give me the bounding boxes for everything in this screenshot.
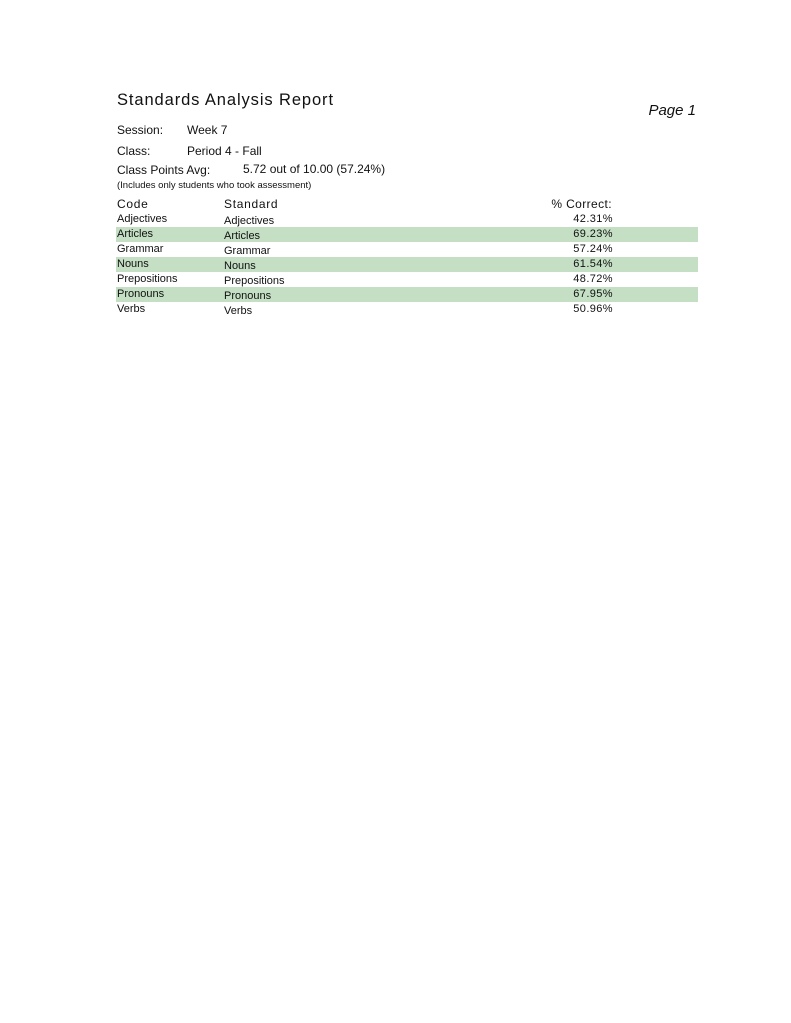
row-standard: Articles: [224, 230, 261, 242]
row-pct-correct: 50.96%: [573, 303, 613, 315]
table-row: [116, 212, 698, 227]
standards-table: [116, 197, 698, 317]
column-header-code: Code: [117, 197, 149, 211]
row-standard: Grammar: [224, 245, 271, 257]
row-code: Verbs: [117, 303, 146, 315]
column-header-pct-correct: % Correct:: [551, 197, 612, 211]
table-row: [116, 242, 698, 257]
row-pct-correct: 57.24%: [573, 243, 613, 255]
row-standard: Verbs: [224, 305, 253, 317]
row-pct-correct: 42.31%: [573, 213, 613, 225]
session-value: Week 7: [187, 123, 228, 137]
class-label: Class:: [117, 144, 151, 158]
class-avg-value: 5.72 out of 10.00 (57.24%): [243, 162, 386, 176]
column-header-standard: Standard: [224, 197, 279, 211]
table-row: [116, 257, 698, 272]
page-number: Page 1: [648, 102, 696, 119]
class-avg-label: Class Points Avg:: [117, 163, 211, 177]
row-code: Pronouns: [117, 288, 165, 300]
table-row: [116, 302, 698, 317]
row-code: Prepositions: [117, 273, 178, 285]
class-value: Period 4 - Fall: [187, 144, 262, 158]
row-standard: Pronouns: [224, 290, 272, 302]
row-standard: Prepositions: [224, 275, 285, 287]
row-standard: Adjectives: [224, 215, 275, 227]
row-code: Articles: [117, 228, 154, 240]
row-pct-correct: 67.95%: [573, 288, 613, 300]
row-code: Nouns: [117, 258, 149, 270]
table-row: [116, 272, 698, 287]
table-header: [116, 197, 698, 212]
table-row: [116, 227, 698, 242]
assessment-note: (Includes only students who took assessment): [117, 180, 312, 191]
row-code: Grammar: [117, 243, 164, 255]
session-label: Session:: [117, 123, 164, 137]
report-title: Standards Analysis Report: [117, 91, 334, 109]
row-standard: Nouns: [224, 260, 256, 272]
row-pct-correct: 69.23%: [573, 228, 613, 240]
row-pct-correct: 48.72%: [573, 273, 613, 285]
table-row: [116, 287, 698, 302]
row-pct-correct: 61.54%: [573, 258, 613, 270]
row-code: Adjectives: [117, 213, 168, 225]
